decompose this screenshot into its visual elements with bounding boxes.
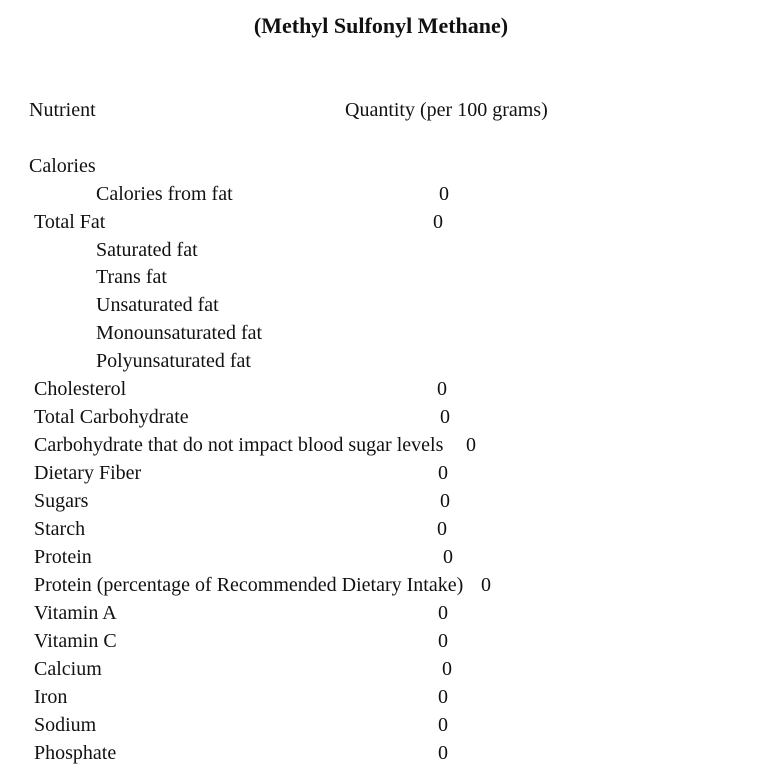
nutrient-label: Vitamin C <box>34 630 117 652</box>
nutrient-quantity: 0 <box>433 211 443 233</box>
nutrient-label: Vitamin A <box>34 602 117 624</box>
nutrient-row <box>0 152 762 180</box>
nutrient-label: Monounsaturated fat <box>96 322 263 344</box>
nutrient-row <box>0 655 762 683</box>
nutrient-label: Protein (percentage of Recommended Dietary Intake) <box>34 574 464 596</box>
nutrient-row <box>0 627 762 655</box>
nutrient-row <box>0 347 762 375</box>
nutrient-quantity: 0 <box>437 518 447 540</box>
nutrient-label: Trans fat <box>96 266 167 288</box>
nutrient-quantity: 0 <box>440 406 450 428</box>
nutrient-label: Iron <box>34 686 68 708</box>
nutrient-label: Starch <box>34 518 86 540</box>
nutrient-row <box>0 375 762 403</box>
nutrient-label: Saturated fat <box>96 239 198 261</box>
nutrient-row <box>0 431 762 459</box>
nutrient-row <box>0 459 762 487</box>
nutrient-quantity: 0 <box>438 602 448 624</box>
nutrient-label: Calories from fat <box>96 183 233 205</box>
nutrient-label: Calories <box>29 155 96 177</box>
nutrient-label: Polyunsaturated fat <box>96 350 251 372</box>
nutrient-column-header: Nutrient <box>29 99 96 121</box>
nutrient-quantity: 0 <box>481 574 491 596</box>
nutrient-row <box>0 543 762 571</box>
nutrient-row <box>0 683 762 711</box>
nutrient-row <box>0 515 762 543</box>
nutrient-row <box>0 180 762 208</box>
nutrient-quantity: 0 <box>440 490 450 512</box>
nutrient-row <box>0 291 762 319</box>
nutrient-quantity: 0 <box>438 462 448 484</box>
nutrient-row <box>0 711 762 739</box>
nutrient-label: Dietary Fiber <box>34 462 142 484</box>
nutrient-row <box>0 208 762 236</box>
nutrient-quantity: 0 <box>466 434 476 456</box>
quantity-column-header: Quantity (per 100 grams) <box>345 99 548 121</box>
nutrient-row <box>0 403 762 431</box>
nutrient-label: Phosphate <box>34 742 117 764</box>
nutrient-label: Protein <box>34 546 92 568</box>
nutrient-label: Sugars <box>34 490 89 512</box>
nutrient-quantity: 0 <box>437 378 447 400</box>
nutrient-row <box>0 236 762 264</box>
nutrient-label: Calcium <box>34 658 102 680</box>
nutrient-label: Carbohydrate that do not impact blood sugar levels <box>34 434 444 456</box>
nutrient-quantity: 0 <box>442 658 452 680</box>
nutrient-row <box>0 487 762 515</box>
nutrient-row <box>0 319 762 347</box>
nutrient-quantity: 0 <box>439 183 449 205</box>
page-title: (Methyl Sulfonyl Methane) <box>253 13 509 38</box>
nutrient-label: Cholesterol <box>34 378 127 400</box>
nutrient-quantity: 0 <box>438 686 448 708</box>
nutrient-row <box>0 571 762 599</box>
nutrient-label: Total Carbohydrate <box>34 406 189 428</box>
nutrient-label: Total Fat <box>34 211 106 233</box>
nutrient-label: Unsaturated fat <box>96 294 219 316</box>
nutrient-quantity: 0 <box>438 742 448 764</box>
nutrient-row <box>0 263 762 291</box>
nutrient-quantity: 0 <box>443 546 453 568</box>
nutrient-row <box>0 599 762 627</box>
nutrient-row <box>0 739 762 767</box>
nutrient-quantity: 0 <box>438 714 448 736</box>
nutrient-quantity: 0 <box>438 630 448 652</box>
nutrient-label: Sodium <box>34 714 97 736</box>
